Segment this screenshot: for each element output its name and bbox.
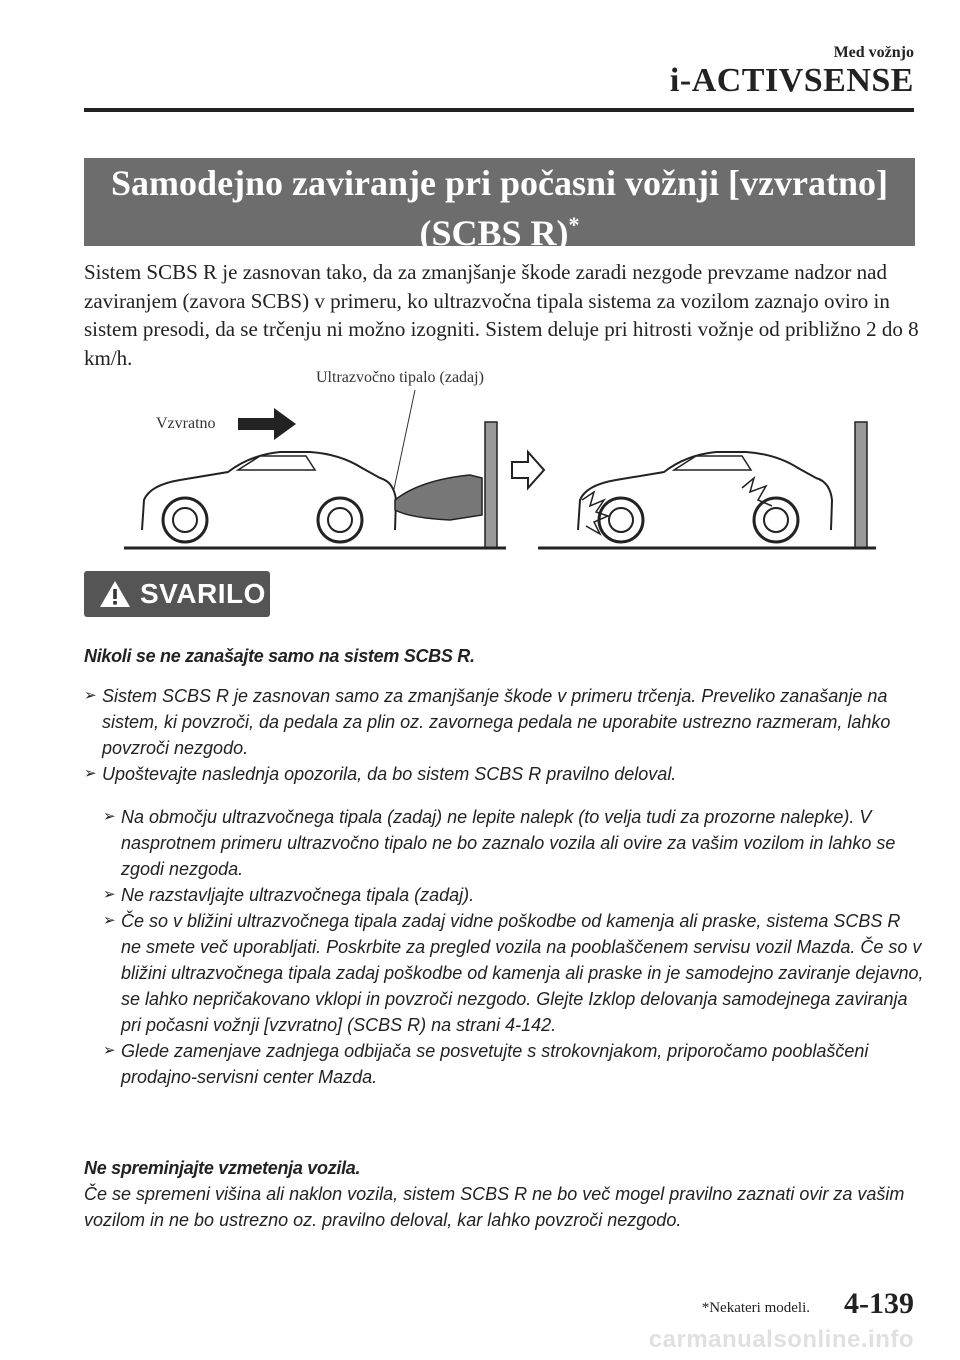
sub-bullet-text: Ne razstavljajte ultrazvočnega tipala (zadaj).	[121, 885, 475, 905]
bullet-arrow-icon: ➢	[84, 687, 97, 704]
header-rule	[84, 108, 914, 112]
title-line1: Samodejno zaviranje pri počasni vožnji [vzvratno]	[111, 163, 888, 203]
watermark: carmanualsonline.info	[648, 1326, 914, 1353]
obstacle-wall-left	[485, 422, 497, 548]
warning-badge	[84, 571, 270, 617]
car-after	[578, 452, 832, 542]
sensor-detection-zone	[395, 475, 482, 520]
sub-bullet-item	[103, 882, 924, 908]
sub-bullet-text: Na območju ultrazvočnega tipala (zadaj) ne lepite nalepk (to velja tudi za prozorne nalepke). V nasprotnem primeru ultrazvočno tipalo ne bo zaznalo vozila ali ovire za vašim vozilom in lahko se zgodi nezgoda.	[121, 807, 896, 879]
title-line2: (SCBS R)	[419, 213, 569, 253]
bullet-text: Upoštevajte naslednja opozorila, da bo sistem SCBS R pravilno deloval.	[102, 764, 677, 784]
warning-heading-1: Nikoli se ne zanašajte samo na sistem SCBS R.	[84, 646, 475, 666]
page-title-box	[84, 158, 915, 253]
page-number: 4-139	[844, 1287, 914, 1320]
reverse-label: Vzvratno	[156, 415, 216, 432]
sub-bullet-text: Glede zamenjave zadnjega odbijača se posvetujte s strokovnjakom, priporočamo pooblaščeni prodajno-servisni center Mazda.	[121, 1041, 869, 1087]
sub-bullet-item	[103, 908, 924, 1038]
sub-bullet-text: Če so v bližini ultrazvočnega tipala zadaj vidne poškodbe od kamenja ali praske, sistema SCBS R ne smete več uporabljati. Poskrbite za pregled vozila na pooblaščenem servisu vozil Mazda. Če so v bližini ultrazvočnega tipala zadaj poškodbe od kamenja ali praske in je samodejno zaviranje dejavno, se lahko nepričakovano vklopi in povzroči nezgodo. Glejte Izklop delovanja samodejnega zaviranja pri počasni vožnji [vzvratno] (SCBS R) na strani 4-142.	[121, 911, 924, 1035]
bullet-item	[84, 683, 924, 761]
bullet-arrow-icon: ➢	[103, 1042, 116, 1059]
scbs-illustration	[110, 360, 890, 560]
warning-icon	[98, 579, 132, 609]
warning-paragraph-2: Če se spremeni višina ali naklon vozila, sistem SCBS R ne bo več mogel pravilno zaznati ovir za vašim vozilom in ne bo ustrezno oz. pravilno deloval, kar lahko povzroči nezgodo.	[84, 1184, 905, 1230]
reverse-arrow-icon	[238, 408, 296, 440]
footnote: *Nekateri modeli.	[701, 1300, 810, 1316]
warning-bullet-list	[84, 683, 924, 787]
title-line2-wrap	[84, 204, 915, 254]
sensor-label: Ultrazvočno tipalo (zadaj)	[316, 369, 484, 386]
warning-sub-list	[84, 804, 924, 1090]
car-before	[142, 452, 396, 542]
intro-paragraph: Sistem SCBS R je zasnovan tako, da za zmanjšanje škode zaradi nezgode prevzame nadzor nad zaviranjem (zavora SCBS) v primeru, ko ultrazvočna tipala sistema za vozilom zaznajo oviro in sistem presodi, da se trčenju ni možno izogniti. Sistem deluje pri hitrosti vožnje od približno 2 do 8 km/h.	[84, 260, 919, 370]
sub-bullet-item	[103, 804, 924, 882]
section-label: Med vožnjo	[833, 44, 914, 61]
bullet-arrow-icon: ➢	[103, 808, 116, 825]
bullet-text: Sistem SCBS R je zasnovan samo za zmanjšanje škode v primeru trčenja. Preveliko zanašanje na sistem, ki povzroči, da pedala za plin oz. zavornega pedala ne uporabite ustrezno razmeram, lahko povzroči nezgodo.	[102, 686, 891, 758]
bullet-arrow-icon: ➢	[103, 886, 116, 903]
warning-label: SVARILO	[140, 578, 266, 609]
transition-arrow-icon	[512, 452, 544, 488]
bullet-arrow-icon: ➢	[103, 912, 116, 929]
bullet-arrow-icon: ➢	[84, 765, 97, 782]
obstacle-wall-right	[855, 422, 867, 548]
chapter-title: i-ACTIVSENSE	[669, 62, 914, 99]
sub-bullet-item	[103, 1038, 924, 1090]
title-asterisk: *	[568, 212, 580, 237]
warning-heading-2: Ne spreminjajte vzmetenja vozila.	[84, 1158, 361, 1178]
bullet-item	[84, 761, 924, 787]
